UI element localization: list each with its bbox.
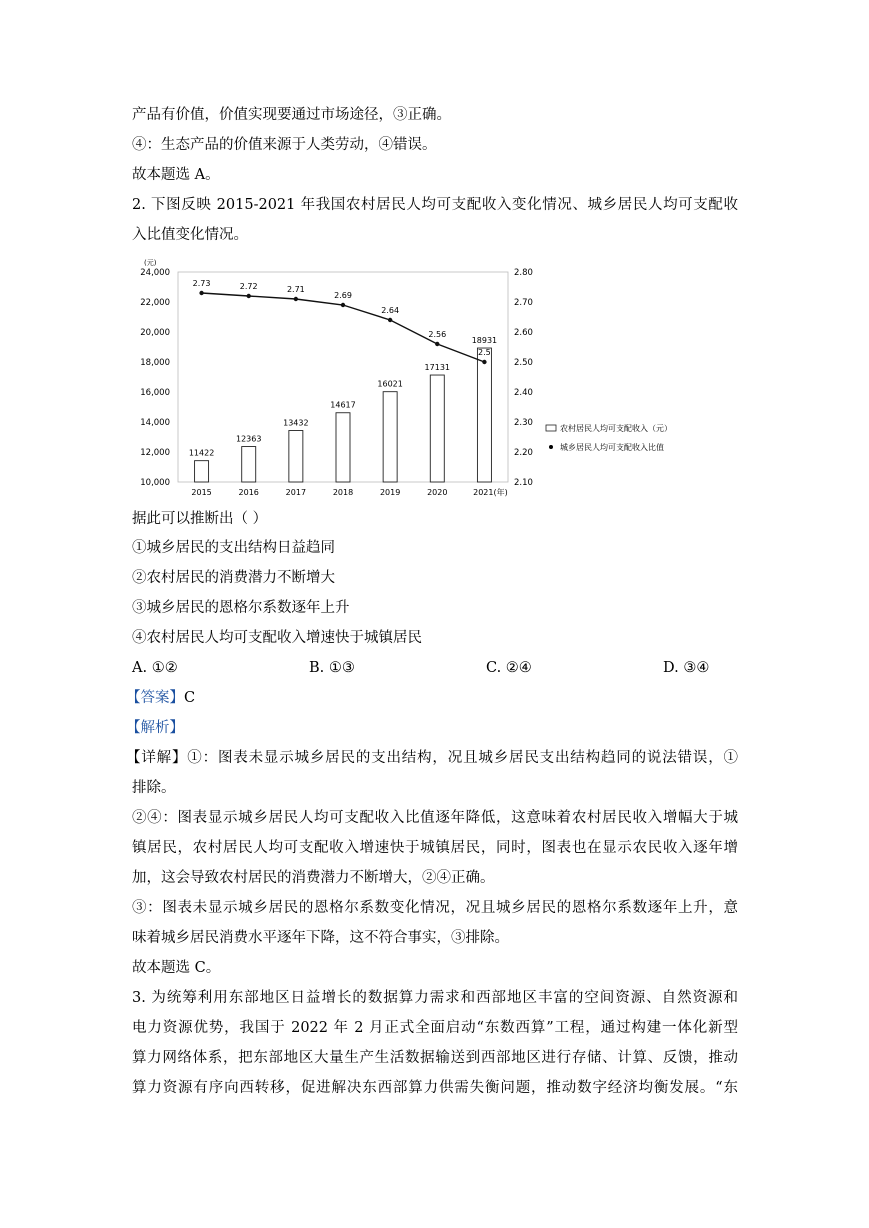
detail-line-3: ②④：图表显示城乡居民人均可支配收入比值逐年降低，这意味着农村居民收入增幅大于城: [132, 810, 738, 826]
left-tick-label: 16,000: [140, 388, 170, 398]
right-tick-label: 2.70: [514, 298, 533, 308]
ratio-point: [435, 342, 439, 346]
x-tick-label: 2016: [238, 488, 259, 497]
x-tick-label: 2019: [379, 488, 401, 497]
legend-line-label: 城乡居民人均可支配收入比值: [560, 443, 664, 452]
answer-line: [126, 688, 195, 708]
text-line: 故本题选 A。: [132, 167, 220, 183]
legend-line-swatch: [549, 445, 553, 449]
ratio-point: [482, 360, 486, 364]
statement-3: ③城乡居民的恩格尔系数逐年上升: [132, 600, 350, 616]
ratio-value-label: 2.69: [334, 291, 352, 300]
legend-bar-swatch: [546, 425, 556, 431]
bar: [195, 461, 209, 482]
bar-value-label: 18931: [471, 336, 498, 346]
bar-value-label: 11422: [188, 448, 215, 458]
bar-value-label: 16021: [377, 379, 403, 389]
text-line: 产品有价值，价值实现要通过市场途径，③正确。: [132, 107, 451, 123]
answer-tag: 【答案】: [126, 690, 184, 706]
question-prompt: 据此可以推断出（ ）: [132, 511, 268, 527]
right-tick-label: 2.20: [514, 448, 533, 458]
option-d: D. ③④: [663, 660, 710, 676]
bar: [383, 392, 397, 482]
bar-value-label: 13432: [283, 418, 309, 428]
detail-line-2: 排除。: [132, 780, 176, 796]
answer-value: C: [184, 690, 196, 706]
left-tick-label: 24,000: [140, 268, 170, 278]
question-3-line-1: 3. 为统筹利用东部地区日益增长的数据算力需求和西部地区丰富的空间资源、自然资源和: [132, 990, 738, 1006]
ratio-point: [247, 294, 251, 298]
right-tick-label: 2.50: [514, 358, 533, 368]
statement-2: ②农村居民的消费潜力不断增大: [132, 570, 335, 586]
ratio-value-label: 2.64: [381, 306, 400, 315]
question-2-stem-cont: 入比值变化情况。: [132, 227, 248, 243]
bar-value-label: 14617: [330, 400, 356, 410]
detail-line-4: 镇居民，农村居民人均可支配收入增速快于城镇居民，同时，图表也在显示农民收入逐年增: [132, 840, 738, 856]
detail-tag: 【详解】: [126, 750, 188, 766]
bar: [477, 348, 491, 482]
left-tick-label: 10,000: [140, 478, 170, 488]
left-tick-label: 14,000: [140, 418, 170, 428]
question-3-line-3: 算力网络体系，把东部地区大量生产生活数据输送到西部地区进行存储、计算、反馈，推动: [132, 1050, 738, 1066]
ratio-point: [199, 291, 203, 295]
left-tick-label: 22,000: [140, 298, 170, 308]
right-tick-label: 2.40: [514, 388, 533, 398]
bar-value-label: 17131: [424, 363, 451, 373]
analysis-tag: 【解析】: [126, 720, 184, 736]
right-tick-label: 2.30: [514, 418, 533, 428]
bar: [289, 431, 303, 482]
x-tick-label: 2015: [191, 488, 212, 497]
ratio-value-label: 2.72: [239, 282, 258, 291]
statement-4: ④农村居民人均可支配收入增速快于城镇居民: [132, 630, 422, 646]
x-tick-label: 2018: [332, 488, 354, 497]
ratio-value-label: 2.56: [428, 330, 447, 339]
detail-line-7: 味着城乡居民消费水平逐年下降，这不符合事实，③排除。: [132, 930, 509, 946]
detail-line-5: 加，这会导致农村居民的消费潜力不断增大，②④正确。: [132, 870, 495, 886]
ratio-value-label: 2.5: [478, 348, 491, 357]
bar: [242, 447, 256, 482]
x-tick-label: 2017: [285, 488, 307, 497]
legend-bar-label: 农村居民人均可支配收入（元）: [560, 424, 672, 433]
income-chart: [120, 255, 720, 500]
option-c: C. ②④: [486, 660, 532, 676]
x-tick-label: 2020: [427, 488, 448, 497]
ratio-value-label: 2.71: [286, 285, 305, 294]
right-tick-label: 2.60: [514, 328, 533, 338]
right-tick-label: 2.80: [514, 268, 533, 278]
ratio-point: [388, 318, 392, 322]
chart-bars: [189, 336, 497, 482]
bar-value-label: 12363: [235, 434, 262, 444]
option-a: A. ①②: [132, 660, 178, 676]
chart-legend: [546, 423, 672, 452]
ratio-point: [294, 297, 298, 301]
x-tick-label: 2021(年): [473, 488, 508, 497]
detail-line-1: 【详解】①：图表未显示城乡居民的支出结构，况且城乡居民支出结构趋同的说法错误，①: [126, 750, 739, 766]
left-tick-label: 20,000: [140, 328, 170, 338]
ratio-value-label: 2.73: [192, 279, 211, 288]
left-tick-label: 12,000: [140, 448, 170, 458]
chart-line: [193, 279, 491, 364]
right-tick-label: 2.10: [514, 478, 533, 488]
left-tick-label: 18,000: [140, 358, 170, 368]
question-3-line-2: 电力资源优势，我国于 2022 年 2 月正式全面启动“东数西算”工程，通过构建一体化新型: [132, 1020, 738, 1036]
detail-line-6: ③：图表未显示城乡居民的恩格尔系数变化情况，况且城乡居民的恩格尔系数逐年上升，意: [132, 900, 738, 916]
option-b: B. ①③: [309, 660, 355, 676]
question-3-line-4: 算力资源有序向西转移，促进解决东西部算力供需失衡问题，推动数字经济均衡发展。“东: [132, 1080, 738, 1096]
statement-1: ①城乡居民的支出结构日益趋同: [132, 540, 335, 556]
bar: [336, 413, 350, 482]
question-2-stem: 2. 下图反映 2015-2021 年我国农村居民人均可支配收入变化情况、城乡居民人均可支配收: [132, 197, 738, 213]
text-line: ④：生态产品的价值来源于人类劳动，④错误。: [132, 137, 437, 153]
conclusion-line: 故本题选 C。: [132, 960, 221, 976]
ratio-point: [341, 303, 345, 307]
bar: [430, 375, 444, 482]
left-unit-label: (元): [144, 259, 157, 267]
